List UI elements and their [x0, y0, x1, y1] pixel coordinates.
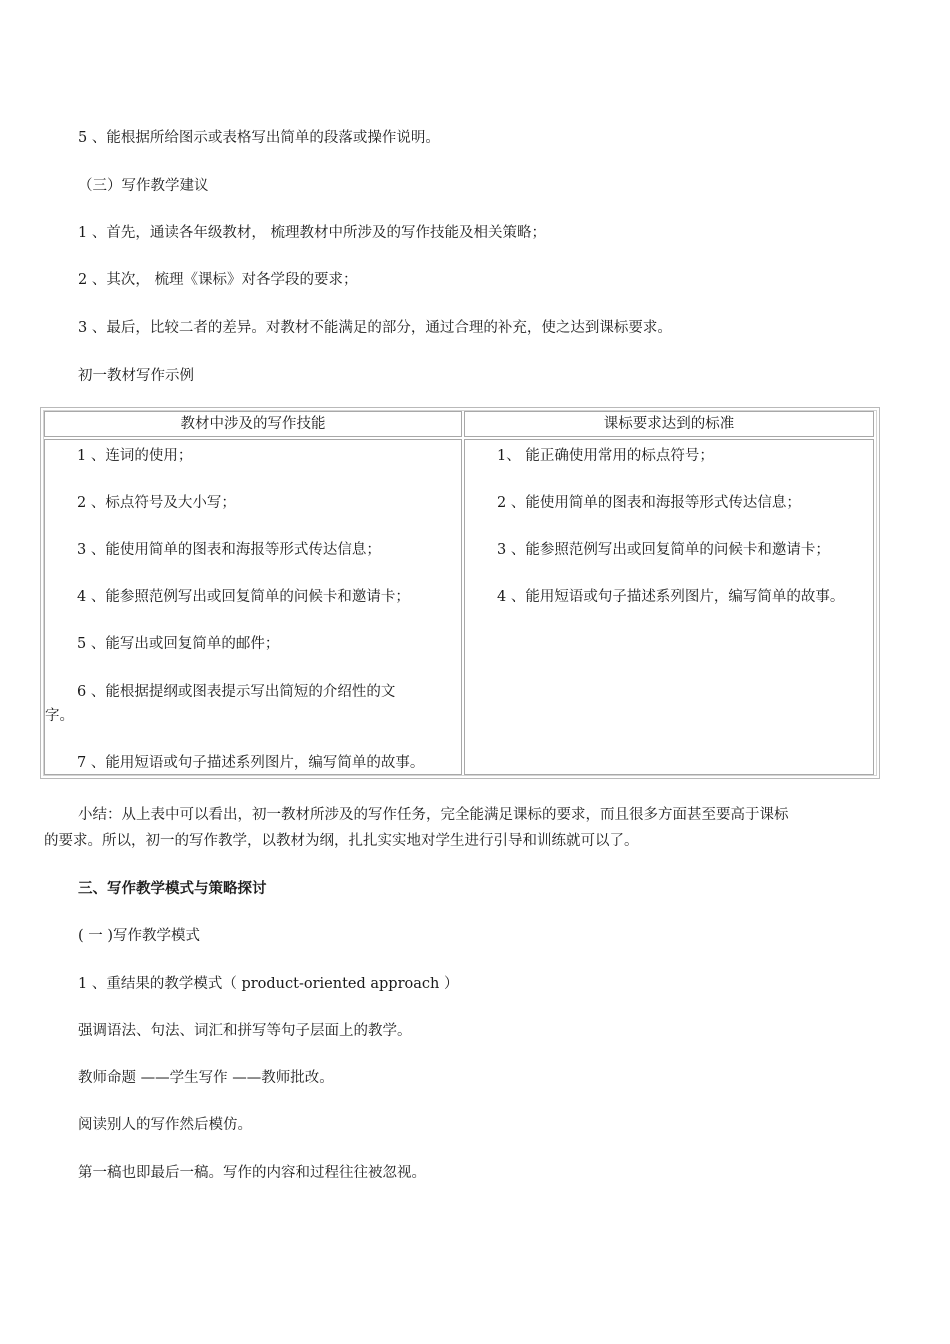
list-item: 1 、连词的使用； — [77, 448, 193, 464]
table-caption: 初一教材写作示例 — [78, 368, 194, 384]
table-cell-curriculum-standards — [464, 439, 874, 775]
list-item: 6 、能根据提纲或图表提示写出简短的介绍性的文 — [77, 684, 396, 700]
list-item: 3 、能使用简单的图表和海报等形式传达信息； — [77, 542, 381, 558]
list-item: 2 、标点符号及大小写； — [77, 495, 236, 511]
table-cell-textbook-skills — [44, 439, 462, 775]
list-item: 2 、能使用简单的图表和海报等形式传达信息； — [497, 495, 801, 511]
text-line: 强调语法、句法、词汇和拼写等句子层面上的教学。 — [78, 1023, 412, 1039]
list-item: 7 、能用短语或句子描述系列图片，编写简单的故事。 — [77, 755, 425, 771]
list-item: 4 、能参照范例写出或回复简单的问候卡和邀请卡； — [77, 589, 410, 605]
text-line: 3 、最后，比较二者的差异。对教材不能满足的部分，通过合理的补充，使之达到课标要求。 — [78, 320, 672, 336]
header-label: 教材中涉及的写作技能 — [180, 416, 326, 432]
text-line: 第一稿也即最后一稿。写作的内容和过程往往被忽视。 — [78, 1165, 426, 1181]
comparison-table — [40, 407, 880, 779]
list-item: 3 、能参照范例写出或回复简单的问候卡和邀请卡； — [497, 542, 830, 558]
header-label: 课标要求达到的标准 — [603, 416, 735, 432]
text-line: 阅读别人的写作然后模仿。 — [78, 1117, 252, 1133]
list-item-continuation: 字。 — [45, 708, 74, 724]
text-line: 教师命题 ——学生写作 ——教师批改。 — [78, 1070, 334, 1086]
text-line: 5 、能根据所给图示或表格写出简单的段落或操作说明。 — [78, 130, 440, 146]
summary-line: 的要求。所以，初一的写作教学，以教材为纲，扎扎实实地对学生进行引导和训练就可以了。 — [44, 833, 639, 849]
subsection-heading: （三）写作教学建议 — [78, 178, 209, 194]
subsection-heading: ( 一 )写作教学模式 — [78, 928, 201, 944]
list-item: 1、 能正确使用常用的标点符号； — [497, 448, 714, 464]
text-line: 1 、首先，通读各年级教材， 梳理教材中所涉及的写作技能及相关策略； — [78, 225, 546, 241]
text-line: 2 、其次， 梳理《课标》对各学段的要求； — [78, 272, 358, 288]
table-header-textbook-skills — [44, 411, 462, 437]
table-header-curriculum-standards — [464, 411, 874, 437]
section-title: 三、写作教学模式与策略探讨 — [78, 881, 267, 897]
summary-line: 小结：从上表中可以看出，初一教材所涉及的写作任务，完全能满足课标的要求，而且很多方面甚至要高于课标 — [78, 807, 789, 823]
list-item: 5 、能写出或回复简单的邮件； — [77, 636, 280, 652]
list-item: 4 、能用短语或句子描述系列图片，编写简单的故事。 — [497, 589, 845, 605]
text-line: 1 、重结果的教学模式（ product-oriented approach ） — [78, 976, 459, 992]
